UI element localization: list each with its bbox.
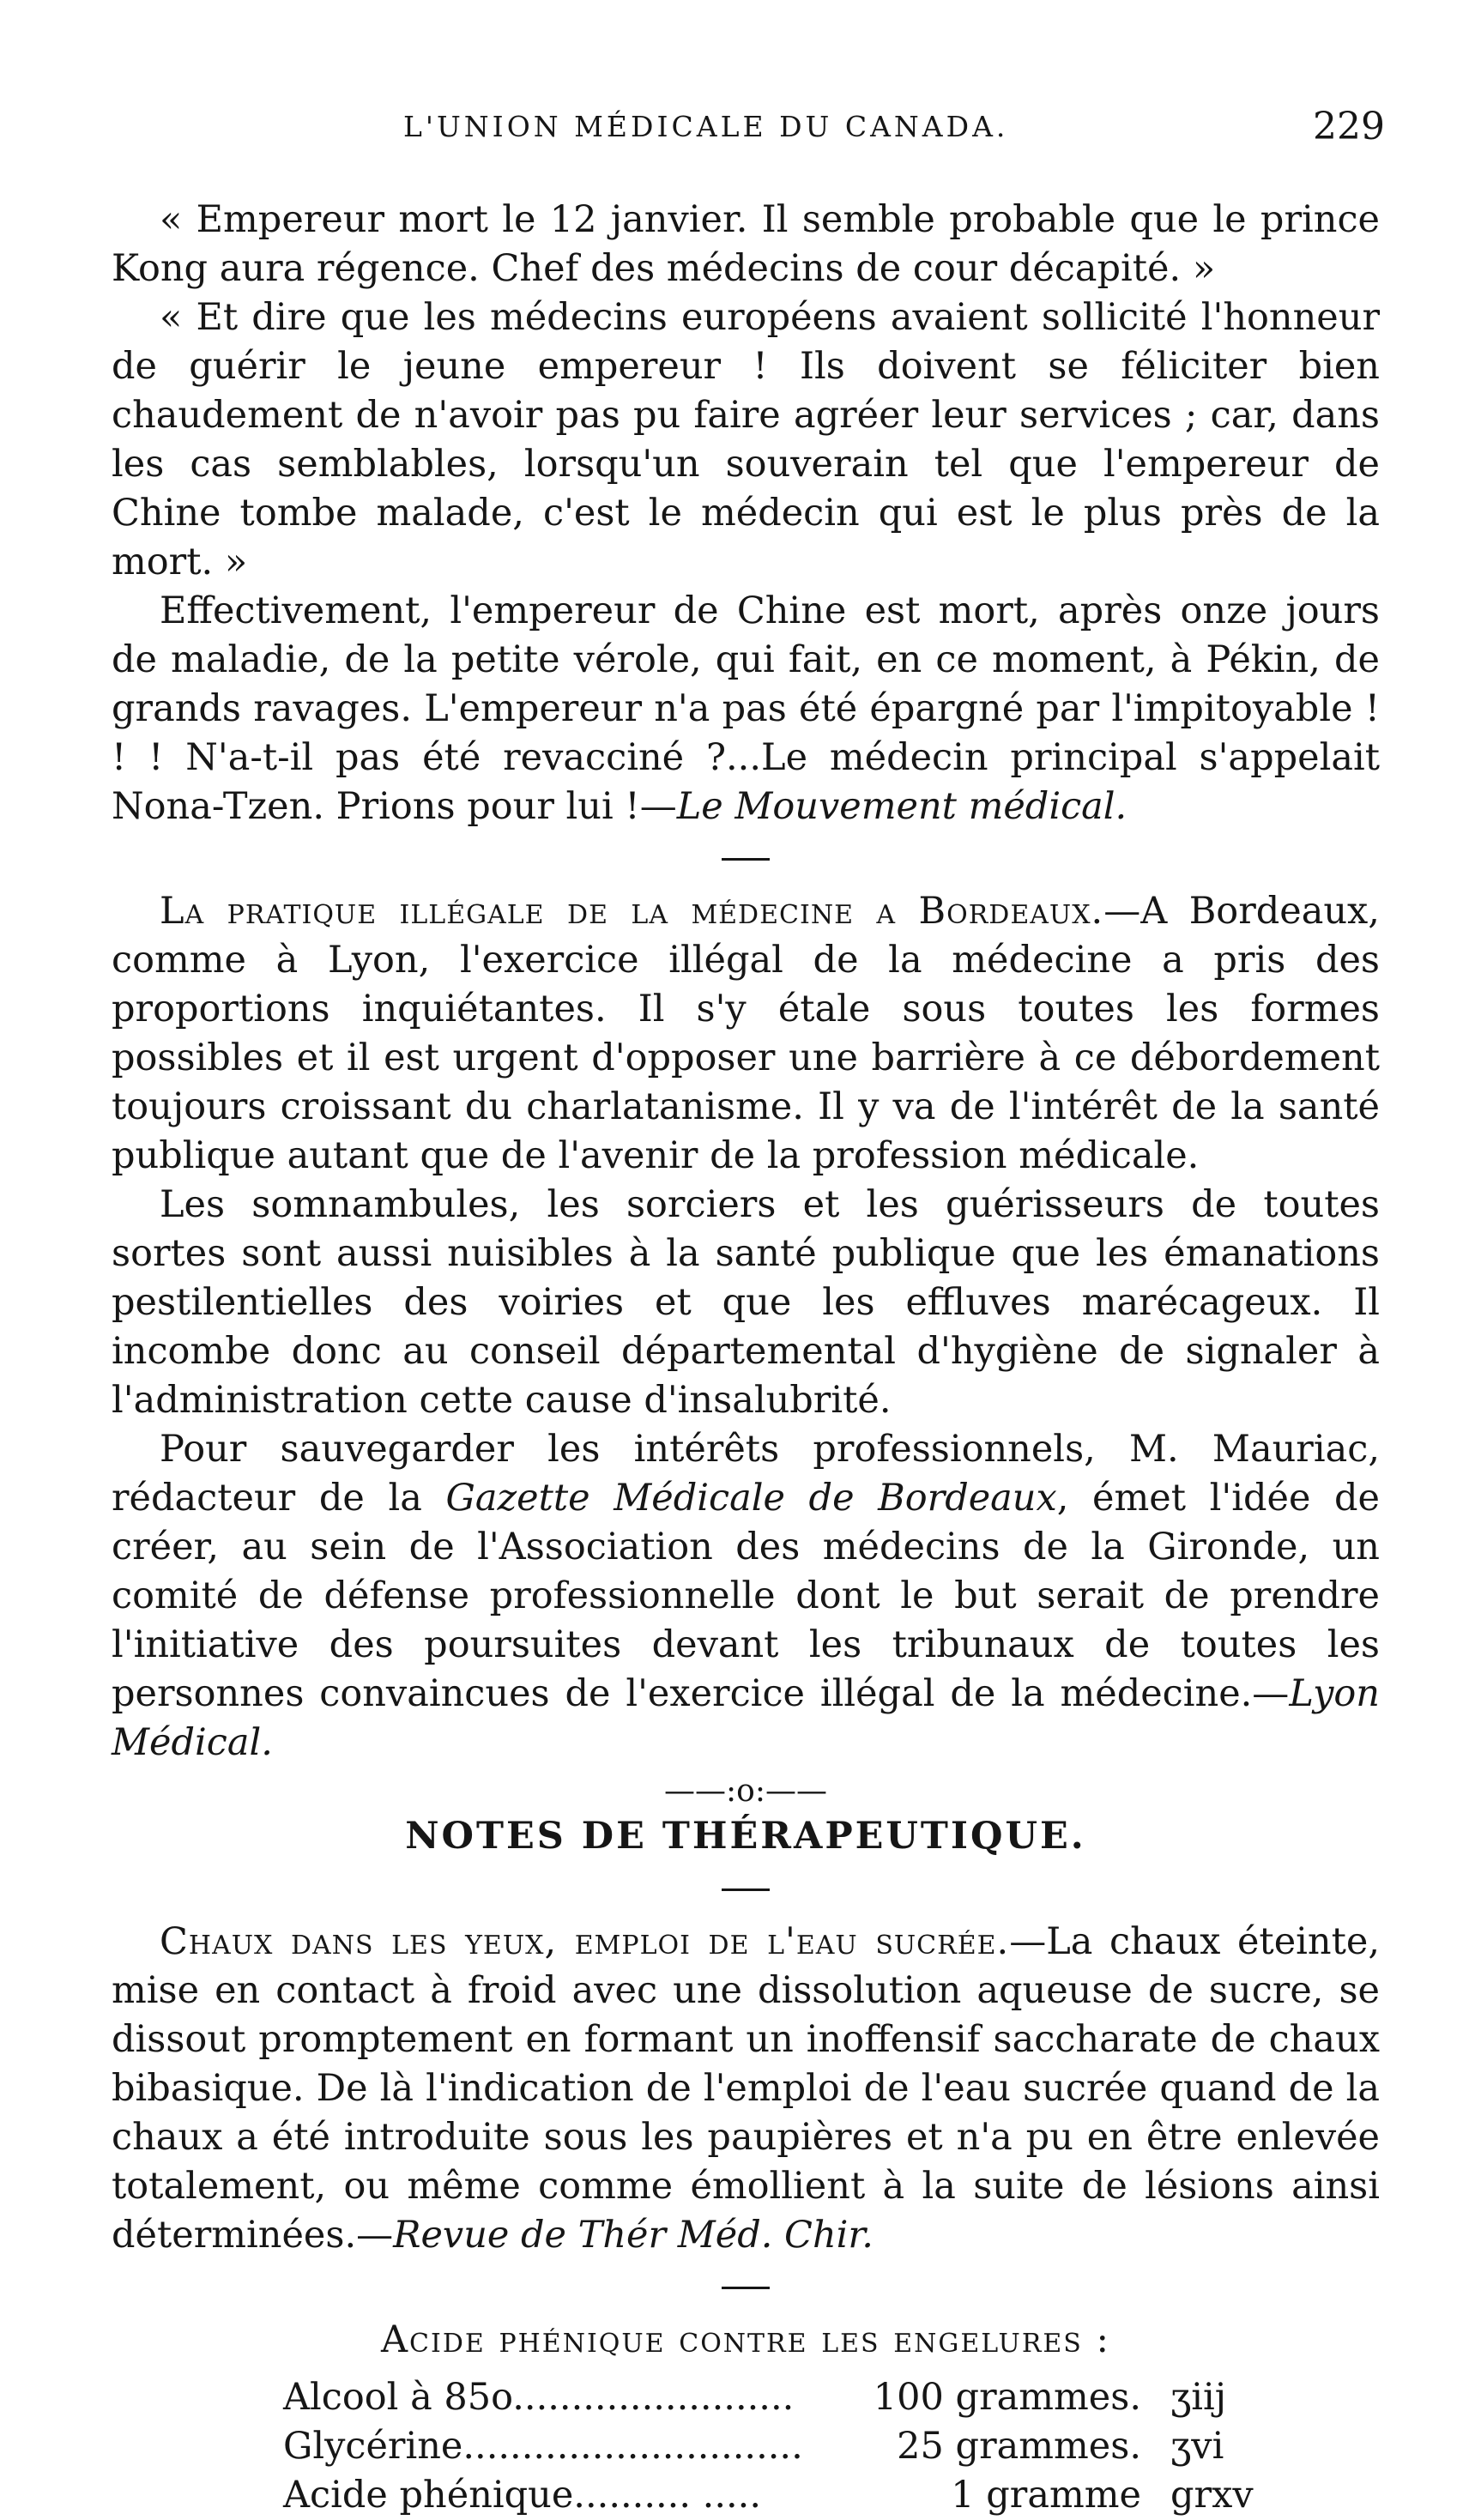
article-1-paragraph-2: « Et dire que les médecins européens avaient sollicité l'honneur de guérir le jeune empereur ! Ils doivent se féliciter bien chaudement de n'avoir pas pu faire agréer leur services ; car, dans les cas semblables, lorsqu'un souverain tel que l'empereur de Chine tombe malade, c'est le médecin qui est le plus près de la mort. » [112,296,1380,583]
article-1-paragraph-1: « Empereur mort le 12 janvier. Il semble probable que le prince Kong aura régence. Chef des médecins de cour décapité. » [112,198,1380,290]
article-2-paragraph-3-text-a: Pour sauvegarder les intérêts professionnels, M. Mauriac, rédacteur de la [112,1428,1380,1520]
article-3-lead: Chaux dans les yeux, emploi de l'eau sucrée. [160,1920,1010,1963]
article-3-text: —La chaux éteinte, mise en contact à froid avec une dissolution aqueuse de sucre, se dissout promptement en formant un inoffensif saccharate de chaux bibasique. De là l'indication de l'emploi de l'eau sucrée quand de la chaux a été introduite sous les paupières et n'a pu en être enlevée totalement, ou même comme émollient à la suite de lésions ainsi déterminées.— [112,1920,1380,2257]
divider-rule [722,858,770,861]
article-3-source: Revue de Thér Méd. Chir. [393,2214,874,2257]
page-number: 229 [1313,105,1385,148]
recipe-table [283,2373,1282,2520]
article-2-paragraph-3-text-b: , émet l'idée de créer, au sein de l'Association des médecins de la Gironde, un comité de défense professionnelle dont le but serait de prendre l'initiative des poursuites devant les tribunaux de toutes les personnes convaincues de l'exercice illégal de la médecine.— [112,1477,1380,1715]
recipe-row [283,2373,1282,2422]
recipe-quantity: 1 gramme [951,2474,1141,2517]
recipe-quantity: 25 grammes. [897,2425,1141,2468]
section-separator: ——:o:—— [664,1774,827,1809]
recipe-ingredient: Acide phénique.......... ..... [283,2474,762,2517]
article-2-paragraph-1-text: —A Bordeaux, comme à Lyon, l'exercice illégal de la médecine a pris des proportions inquiétantes. Il s'y étale sous toutes les formes possibles et il est urgent d'opposer une barrière à ce débordement toujours croissant du charlatanisme. Il y va de l'intérêt de la santé publique autant que de l'avenir de la profession médicale. [112,890,1380,1177]
article-3-paragraph [112,1918,1380,2260]
article-2-lead: La pratique illégale de la médecine a Bordeaux. [160,890,1104,933]
recipe-ingredient: Glycérine............................. [283,2425,803,2468]
article-4-title: Acide phénique contre les engelures : [380,2318,1111,2361]
page-body [112,196,1380,2520]
article-1-paragraph-3-text: Effectivement, l'empereur de Chine est mort, après onze jours de maladie, de la petite vérole, qui fait, en ce moment, à Pékin, de grands ravages. L'empereur n'a pas été épargné par l'impitoyable ! ! ! N'a-t-il pas été revacciné ?...Le médecin principal s'appelait Nona-Tzen. Prions pour lui !— [112,589,1380,828]
page-header [403,105,1385,161]
recipe-row [283,2422,1282,2471]
recipe-ingredient: Alcool à 85o........................ [283,2376,795,2419]
article-2-paragraph-1 [112,887,1380,1181]
running-title: L'UNION MÉDICALE DU CANADA. [403,110,1009,143]
divider-rule [722,1888,770,1891]
section-title: NOTES DE THÉRAPEUTIQUE. [405,1815,1086,1858]
recipe-quantity: 100 grammes. [873,2376,1141,2419]
article-1-paragraph-3 [112,587,1380,831]
recipe-apothecary-measure: ʒiij [1170,2376,1227,2419]
recipe-apothecary-measure: ʒvi [1170,2425,1224,2468]
recipe-row [283,2471,1282,2520]
article-1-source: Le Mouvement médical. [676,785,1127,828]
divider-rule [722,2287,770,2289]
article-2-paragraph-3 [112,1425,1380,1768]
recipe-apothecary-measure: grxv [1170,2474,1254,2517]
article-2-journal-name: Gazette Médicale de Bordeaux [445,1477,1057,1520]
article-2-source: Lyon Médical. [112,1672,1380,1764]
article-2-paragraph-2: Les somnambules, les sorciers et les guérisseurs de toutes sortes sont aussi nuisibles à la santé publique que les émanations pestilentielles des voiries et que les effluves marécageux. Il incombe donc au conseil départemental d'hygiène de signaler à l'administration cette cause d'insalubrité. [112,1183,1380,1422]
